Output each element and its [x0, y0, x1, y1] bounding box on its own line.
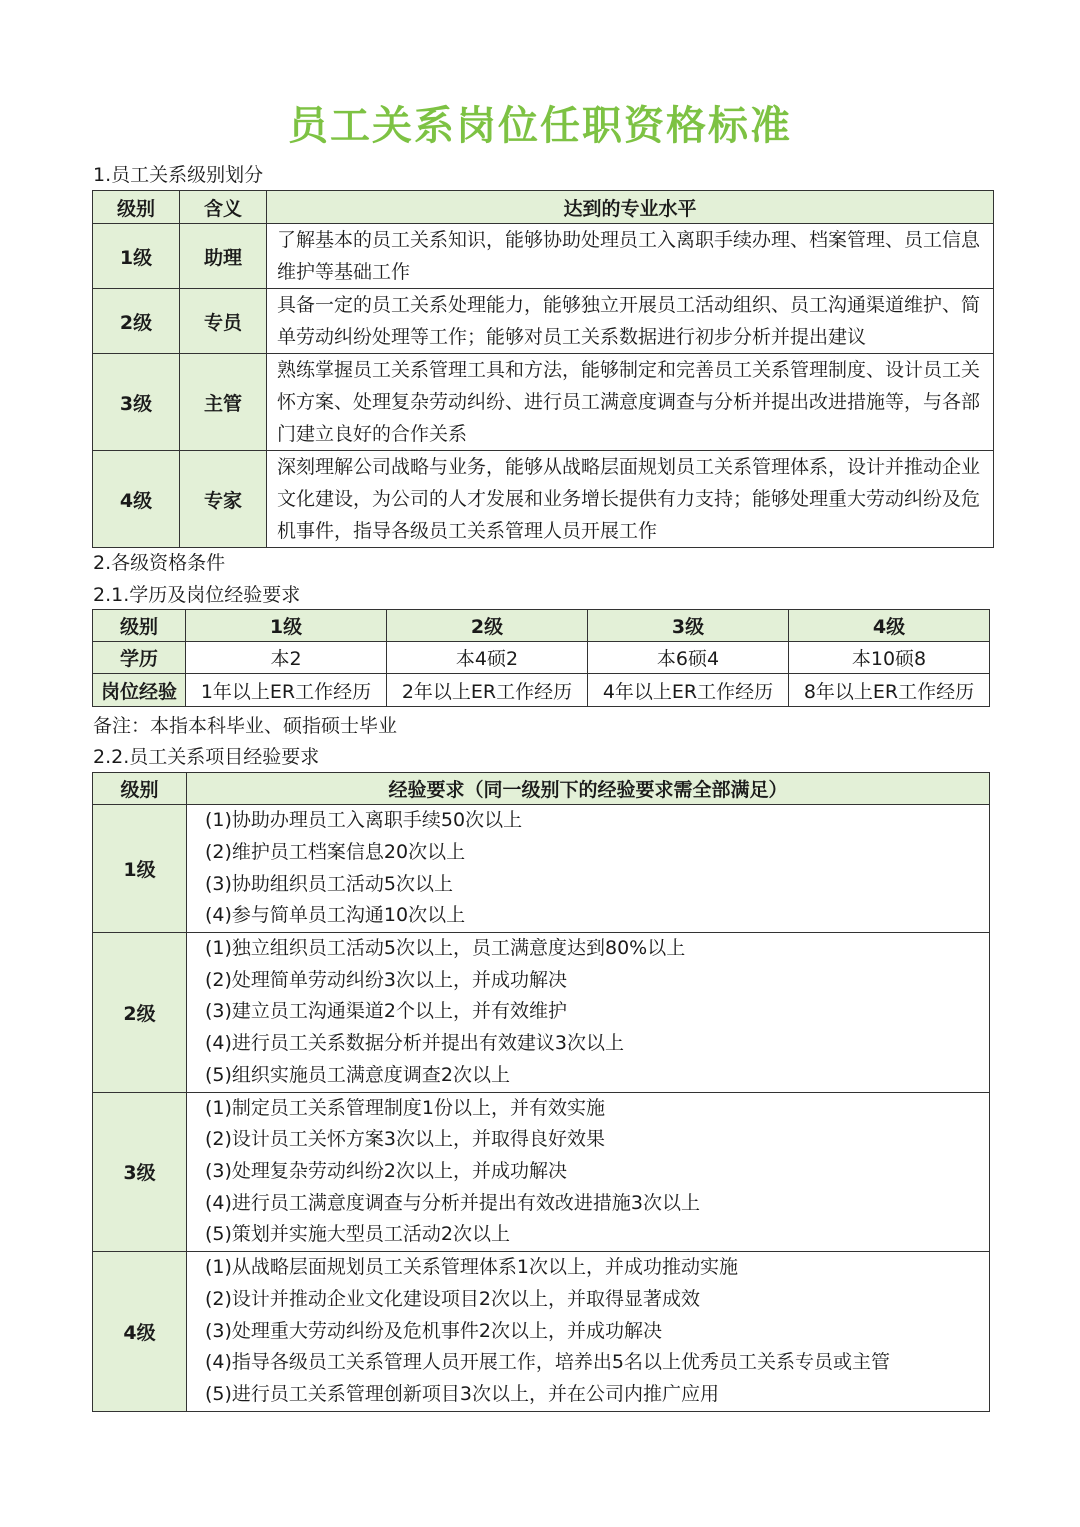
requirements-cell: [187, 1252, 990, 1412]
requirement-item: (5)策划并实施大型员工活动2次以上: [205, 1223, 511, 1246]
table-cell: 8年以上ER工作经历: [789, 674, 990, 707]
table-cell: 2年以上ER工作经历: [387, 674, 588, 707]
section-2-1-heading: 2.1.学历及岗位经验要求: [93, 584, 301, 606]
description-cell: 深刻理解公司战略与业务，能够从战略层面规划员工关系管理体系，设计并推动企业文化建设，为公司的人才发展和业务增长提供有力支持；能够处理重大劳动纠纷及危机事件，指导各级员工关系管理人员开展工作: [267, 451, 994, 548]
table-row: [93, 674, 990, 707]
requirements-cell: [187, 1092, 990, 1252]
project-experience-table: [92, 772, 990, 1412]
requirement-item: (3)协助组织员工活动5次以上: [205, 872, 454, 895]
level-cell: 4级: [93, 451, 180, 548]
level-cell: 2级: [93, 289, 180, 354]
table-cell: 1年以上ER工作经历: [186, 674, 387, 707]
table-cell: 4年以上ER工作经历: [588, 674, 789, 707]
meaning-cell: 专员: [180, 289, 267, 354]
section-2-2-heading: 2.2.员工关系项目经验要求: [93, 746, 320, 768]
requirement-item: (1)协助办理员工入离职手续50次以上: [205, 809, 523, 832]
section-2-heading: 2.各级资格条件: [93, 552, 226, 574]
requirement-item: (2)设计并推动企业文化建设项目2次以上，并取得显著成效: [205, 1287, 701, 1310]
requirement-item: (4)参与简单员工沟通10次以上: [205, 904, 466, 927]
requirement-item: (5)进行员工关系管理创新项目3次以上，并在公司内推广应用: [205, 1383, 720, 1406]
level-cell: 4级: [93, 1252, 187, 1412]
table-row: [93, 933, 990, 1093]
requirement-item: (3)处理重大劳动纠纷及危机事件2次以上，并成功解决: [205, 1319, 663, 1342]
requirement-item: (2)设计员工关怀方案3次以上，并取得良好效果: [205, 1128, 606, 1151]
header-level: 级别: [93, 773, 187, 805]
header-level-4: 4级: [789, 610, 990, 642]
row-label-experience: 岗位经验: [93, 674, 186, 707]
description-cell: 了解基本的员工关系知识，能够协助处理员工入离职手续办理、档案管理、员工信息维护等基础工作: [267, 224, 994, 289]
description-cell: 熟练掌握员工关系管理工具和方法，能够制定和完善员工关系管理制度、设计员工关怀方案、处理复杂劳动纠纷、进行员工满意度调查与分析并提出改进措施等，与各部门建立良好的合作关系: [267, 354, 994, 451]
level-cell: 1级: [93, 805, 187, 933]
requirements-cell: [187, 805, 990, 933]
table-row: [93, 354, 994, 451]
meaning-cell: 助理: [180, 224, 267, 289]
requirement-item: (3)处理复杂劳动纠纷2次以上，并成功解决: [205, 1159, 568, 1182]
table-row: [93, 805, 990, 933]
requirement-item: (5)组织实施员工满意度调查2次以上: [205, 1063, 511, 1086]
level-definition-table: [92, 190, 994, 548]
table-cell: 本2: [186, 642, 387, 674]
header-level-1: 1级: [186, 610, 387, 642]
table-cell: 本10硕8: [789, 642, 990, 674]
header-professional-level: 达到的专业水平: [267, 191, 994, 224]
education-experience-table: [92, 609, 990, 707]
level-cell: 3级: [93, 354, 180, 451]
requirement-item: (1)制定员工关系管理制度1份以上，并有效实施: [205, 1096, 606, 1119]
requirement-item: (2)维护员工档案信息20次以上: [205, 840, 466, 863]
requirement-item: (4)进行员工满意度调查与分析并提出有效改进措施3次以上: [205, 1191, 701, 1214]
level-cell: 2级: [93, 933, 187, 1093]
table-row: [93, 289, 994, 354]
header-meaning: 含义: [180, 191, 267, 224]
description-cell: 具备一定的员工关系处理能力，能够独立开展员工活动组织、员工沟通渠道维护、简单劳动纠纷处理等工作；能够对员工关系数据进行初步分析并提出建议: [267, 289, 994, 354]
header-level-2: 2级: [387, 610, 588, 642]
requirement-item: (3)建立员工沟通渠道2个以上，并有效维护: [205, 1000, 568, 1023]
header-level-3: 3级: [588, 610, 789, 642]
requirements-cell: [187, 933, 990, 1093]
note-text: 备注：本指本科毕业、硕指硕士毕业: [93, 715, 398, 737]
table-row: [93, 224, 994, 289]
table-row: [93, 642, 990, 674]
table-cell: 本6硕4: [588, 642, 789, 674]
header-level: 级别: [93, 610, 186, 642]
row-label-education: 学历: [93, 642, 186, 674]
table-row: [93, 1252, 990, 1412]
level-cell: 1级: [93, 224, 180, 289]
requirement-item: (1)从战略层面规划员工关系管理体系1次以上，并成功推动实施: [205, 1256, 739, 1279]
requirement-item: (1)独立组织员工活动5次以上，员工满意度达到80%以上: [205, 937, 686, 959]
page-title: 员工关系岗位任职资格标准: [288, 103, 792, 149]
requirement-item: (4)进行员工关系数据分析并提出有效建议3次以上: [205, 1032, 625, 1055]
level-cell: 3级: [93, 1092, 187, 1252]
table-row: [93, 1092, 990, 1252]
requirement-item: (2)处理简单劳动纠纷3次以上，并成功解决: [205, 968, 568, 991]
header-level: 级别: [93, 191, 180, 224]
section-1-heading: 1.员工关系级别划分: [93, 164, 264, 186]
meaning-cell: 主管: [180, 354, 267, 451]
header-experience-requirement: 经验要求（同一级别下的经验要求需全部满足）: [187, 773, 990, 805]
requirement-item: (4)指导各级员工关系管理人员开展工作，培养出5名以上优秀员工关系专员或主管: [205, 1351, 891, 1374]
table-cell: 本4硕2: [387, 642, 588, 674]
table-row: [93, 451, 994, 548]
meaning-cell: 专家: [180, 451, 267, 548]
